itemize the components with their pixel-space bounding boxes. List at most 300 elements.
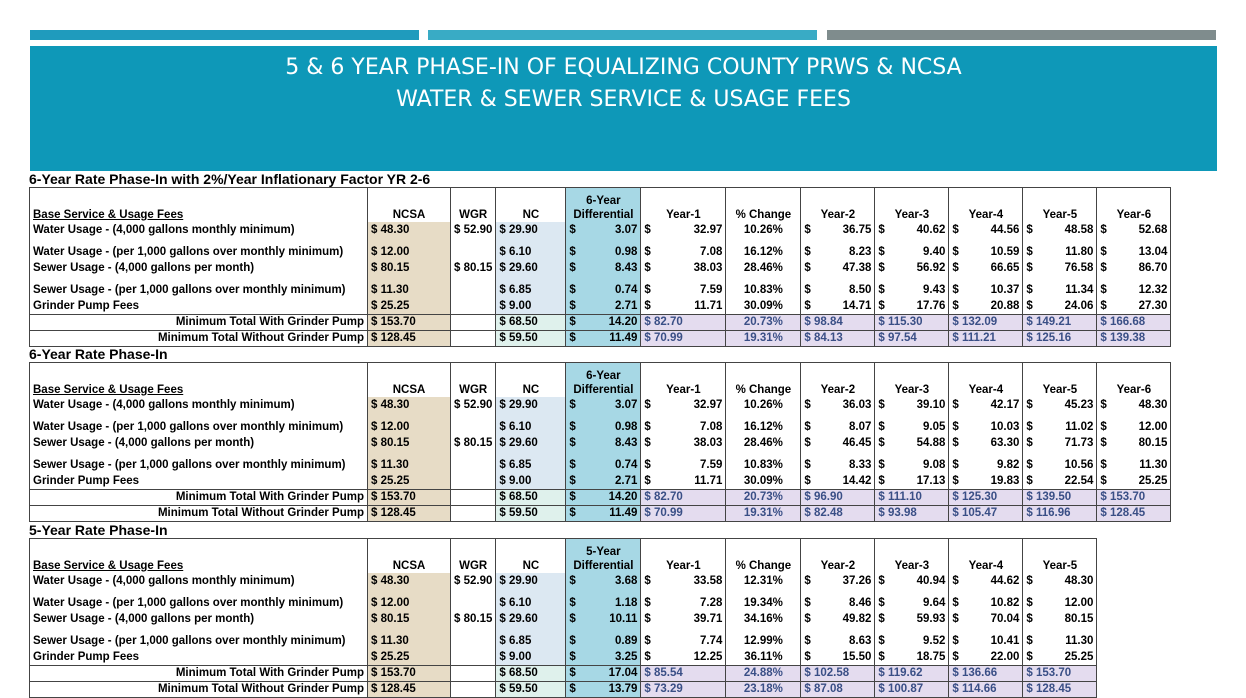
year-2-value-cell bbox=[801, 260, 875, 276]
year-3-value-cell bbox=[875, 413, 949, 435]
total-year-5-value: $ 125.16 bbox=[1023, 331, 1097, 347]
year-3-value-cell bbox=[875, 435, 949, 451]
pct-change-value: 10.83% bbox=[726, 451, 801, 473]
pct-change-value: 34.16% bbox=[726, 611, 801, 627]
year-3-value: 56.92 bbox=[916, 262, 946, 274]
year-5-value-cell bbox=[1023, 589, 1097, 611]
year-3-value: 9.64 bbox=[922, 597, 946, 609]
dollar-sign: $ bbox=[1100, 246, 1107, 258]
year-5-value: 10.56 bbox=[1064, 459, 1094, 471]
pct-change-value: 16.12% bbox=[726, 413, 801, 435]
total-row bbox=[30, 682, 1097, 698]
year-1-value-cell bbox=[641, 276, 726, 298]
ncsa-value: $ 25.25 bbox=[368, 649, 451, 666]
dollar-sign: $ bbox=[644, 459, 651, 471]
year-1-value: 7.59 bbox=[699, 284, 723, 296]
year-4-value-cell bbox=[949, 276, 1023, 298]
row-label: Sewer Usage - (per 1,000 gallons over monthly minimum) bbox=[30, 451, 368, 473]
dollar-sign: $ bbox=[569, 651, 576, 663]
pct-change-value: 36.11% bbox=[726, 649, 801, 666]
section-title: 6-Year Rate Phase-In bbox=[29, 346, 168, 362]
year-2-value-cell bbox=[801, 573, 875, 589]
total-year-3-value: $ 119.62 bbox=[875, 666, 949, 682]
year-2-value-cell bbox=[801, 238, 875, 260]
differential-value-cell bbox=[566, 298, 641, 315]
dollar-sign: $ bbox=[878, 575, 885, 587]
ncsa-value: $ 48.30 bbox=[368, 397, 451, 413]
wgr-value bbox=[451, 238, 496, 260]
total-differential-value-cell bbox=[566, 666, 641, 682]
total-label: Minimum Total Without Grinder Pump bbox=[30, 682, 368, 698]
year-4-value: 42.17 bbox=[990, 399, 1020, 411]
year-1-value-cell bbox=[641, 451, 726, 473]
total-differential-value: 17.04 bbox=[608, 667, 638, 679]
dollar-sign: $ bbox=[569, 284, 576, 296]
header-diff-top: 5-Year bbox=[586, 546, 621, 558]
header-nc: NC bbox=[496, 188, 566, 223]
year-6-value-cell bbox=[1097, 238, 1171, 260]
dollar-sign: $ bbox=[804, 262, 811, 274]
total-ncsa-value: $ 128.45 bbox=[368, 331, 451, 347]
nc-value: $ 6.10 bbox=[496, 589, 566, 611]
year-2-value: 8.07 bbox=[848, 421, 872, 433]
year-4-value-cell bbox=[949, 397, 1023, 413]
total-year-4-value: $ 125.30 bbox=[949, 490, 1023, 506]
total-differential-value: 14.20 bbox=[608, 316, 638, 328]
year-1-value: 33.58 bbox=[693, 575, 723, 587]
differential-value: 0.74 bbox=[614, 459, 638, 471]
dollar-sign: $ bbox=[952, 575, 959, 587]
year-4-value: 20.88 bbox=[990, 300, 1020, 312]
nc-value: $ 6.85 bbox=[496, 451, 566, 473]
nc-value: $ 6.85 bbox=[496, 276, 566, 298]
dollar-sign: $ bbox=[569, 332, 576, 344]
pct-change-value: 19.34% bbox=[726, 589, 801, 611]
dollar-sign: $ bbox=[1100, 421, 1107, 433]
dollar-sign: $ bbox=[569, 300, 576, 312]
year-6-value: 27.30 bbox=[1138, 300, 1168, 312]
dollar-sign: $ bbox=[878, 224, 885, 236]
year-1-value: 12.25 bbox=[693, 651, 723, 663]
accent-bar-left bbox=[30, 30, 419, 40]
total-row bbox=[30, 331, 1171, 347]
year-5-value: 22.54 bbox=[1064, 475, 1094, 487]
header-year-1: Year-1 bbox=[641, 188, 726, 223]
dollar-sign: $ bbox=[644, 437, 651, 449]
dollar-sign: $ bbox=[1026, 399, 1033, 411]
total-nc-value: $ 59.50 bbox=[496, 506, 566, 522]
pct-change-value: 28.46% bbox=[726, 260, 801, 276]
dollar-sign: $ bbox=[952, 421, 959, 433]
header-year-6: Year-6 bbox=[1097, 188, 1171, 223]
header-diff-bottom: Differential bbox=[573, 560, 634, 572]
year-4-value: 10.41 bbox=[990, 635, 1020, 647]
total-nc-value: $ 68.50 bbox=[496, 315, 566, 331]
header-year-3: Year-3 bbox=[875, 188, 949, 223]
pct-change-value: 16.12% bbox=[726, 238, 801, 260]
section-title: 5-Year Rate Phase-In bbox=[29, 522, 168, 538]
title-banner bbox=[30, 46, 1217, 171]
header-nc: NC bbox=[496, 363, 566, 398]
total-pct-change-value: 19.31% bbox=[726, 331, 801, 347]
header-year-3: Year-3 bbox=[875, 539, 949, 574]
year-5-value: 71.73 bbox=[1064, 437, 1094, 449]
table-row bbox=[30, 649, 1097, 666]
dollar-sign: $ bbox=[569, 613, 576, 625]
wgr-value: $ 52.90 bbox=[451, 222, 496, 238]
table-row bbox=[30, 611, 1097, 627]
dollar-sign: $ bbox=[1026, 300, 1033, 312]
year-5-value: 45.23 bbox=[1064, 399, 1094, 411]
nc-value: $ 29.90 bbox=[496, 222, 566, 238]
dollar-sign: $ bbox=[804, 224, 811, 236]
header-label: Base Service & Usage Fees bbox=[30, 363, 368, 398]
differential-value: 2.71 bbox=[614, 475, 638, 487]
year-2-value-cell bbox=[801, 589, 875, 611]
year-3-value: 54.88 bbox=[916, 437, 946, 449]
dollar-sign: $ bbox=[952, 475, 959, 487]
year-6-value: 12.00 bbox=[1138, 421, 1168, 433]
total-wgr-empty bbox=[451, 506, 496, 522]
dollar-sign: $ bbox=[569, 575, 576, 587]
total-ncsa-value: $ 153.70 bbox=[368, 666, 451, 682]
year-1-value: 7.08 bbox=[699, 246, 723, 258]
table-row bbox=[30, 397, 1171, 413]
pct-change-value: 10.26% bbox=[726, 222, 801, 238]
dollar-sign: $ bbox=[878, 475, 885, 487]
year-2-value: 49.82 bbox=[842, 613, 872, 625]
dollar-sign: $ bbox=[952, 651, 959, 663]
total-label: Minimum Total Without Grinder Pump bbox=[30, 331, 368, 347]
year-4-value: 10.59 bbox=[990, 246, 1020, 258]
total-pct-change-value: 23.18% bbox=[726, 682, 801, 698]
year-2-value-cell bbox=[801, 627, 875, 649]
total-label: Minimum Total With Grinder Pump bbox=[30, 315, 368, 331]
dollar-sign: $ bbox=[804, 575, 811, 587]
dollar-sign: $ bbox=[1026, 635, 1033, 647]
year-1-value: 7.74 bbox=[699, 635, 723, 647]
dollar-sign: $ bbox=[952, 437, 959, 449]
year-3-value: 40.94 bbox=[916, 575, 946, 587]
dollar-sign: $ bbox=[804, 635, 811, 647]
total-year-3-value: $ 100.87 bbox=[875, 682, 949, 698]
ncsa-value: $ 80.15 bbox=[368, 611, 451, 627]
year-4-value-cell bbox=[949, 222, 1023, 238]
dollar-sign: $ bbox=[1026, 651, 1033, 663]
header-differential bbox=[566, 188, 641, 223]
total-row bbox=[30, 506, 1171, 522]
year-2-value-cell bbox=[801, 222, 875, 238]
row-label: Grinder Pump Fees bbox=[30, 649, 368, 666]
total-differential-value-cell bbox=[566, 331, 641, 347]
pct-change-value: 30.09% bbox=[726, 473, 801, 490]
dollar-sign: $ bbox=[878, 597, 885, 609]
year-5-value-cell bbox=[1023, 573, 1097, 589]
dollar-sign: $ bbox=[644, 421, 651, 433]
year-2-value: 14.42 bbox=[842, 475, 872, 487]
ncsa-value: $ 11.30 bbox=[368, 276, 451, 298]
pct-change-value: 12.31% bbox=[726, 573, 801, 589]
section-title: 6-Year Rate Phase-In with 2%/Year Inflationary Factor YR 2-6 bbox=[29, 171, 431, 187]
year-4-value-cell bbox=[949, 649, 1023, 666]
total-nc-value: $ 59.50 bbox=[496, 682, 566, 698]
dollar-sign: $ bbox=[569, 224, 576, 236]
header-pct-change: % Change bbox=[726, 539, 801, 574]
differential-value: 3.68 bbox=[614, 575, 638, 587]
dollar-sign: $ bbox=[804, 651, 811, 663]
ncsa-value: $ 80.15 bbox=[368, 260, 451, 276]
accent-bar-middle bbox=[428, 30, 817, 40]
year-5-value-cell bbox=[1023, 260, 1097, 276]
differential-value-cell bbox=[566, 435, 641, 451]
row-label: Grinder Pump Fees bbox=[30, 473, 368, 490]
year-1-value: 11.71 bbox=[694, 300, 723, 312]
ncsa-value: $ 12.00 bbox=[368, 589, 451, 611]
year-6-value-cell bbox=[1097, 397, 1171, 413]
year-1-value: 32.97 bbox=[693, 399, 723, 411]
header-year-6: Year-6 bbox=[1097, 363, 1171, 398]
total-wgr-empty bbox=[451, 682, 496, 698]
nc-value: $ 29.60 bbox=[496, 260, 566, 276]
rate-table bbox=[29, 538, 1097, 698]
year-5-value: 11.80 bbox=[1065, 246, 1094, 258]
year-3-value: 18.75 bbox=[916, 651, 946, 663]
wgr-value bbox=[451, 473, 496, 490]
differential-value-cell bbox=[566, 573, 641, 589]
dollar-sign: $ bbox=[569, 475, 576, 487]
differential-value: 8.43 bbox=[614, 262, 638, 274]
dollar-sign: $ bbox=[569, 399, 576, 411]
ncsa-value: $ 48.30 bbox=[368, 573, 451, 589]
nc-value: $ 9.00 bbox=[496, 298, 566, 315]
total-year-6-value: $ 166.68 bbox=[1097, 315, 1171, 331]
differential-value-cell bbox=[566, 611, 641, 627]
total-wgr-empty bbox=[451, 490, 496, 506]
dollar-sign: $ bbox=[644, 284, 651, 296]
year-3-value-cell bbox=[875, 397, 949, 413]
header-year-5: Year-5 bbox=[1023, 539, 1097, 574]
dollar-sign: $ bbox=[569, 597, 576, 609]
dollar-sign: $ bbox=[644, 399, 651, 411]
year-6-value: 11.30 bbox=[1139, 459, 1168, 471]
year-2-value: 8.23 bbox=[848, 246, 872, 258]
year-3-value-cell bbox=[875, 649, 949, 666]
row-label: Grinder Pump Fees bbox=[30, 298, 368, 315]
table-row bbox=[30, 260, 1171, 276]
total-year-5-value: $ 149.21 bbox=[1023, 315, 1097, 331]
dollar-sign: $ bbox=[569, 683, 576, 695]
year-2-value: 15.50 bbox=[842, 651, 872, 663]
year-4-value-cell bbox=[949, 611, 1023, 627]
dollar-sign: $ bbox=[1100, 459, 1107, 471]
dollar-sign: $ bbox=[1100, 300, 1107, 312]
total-nc-value: $ 59.50 bbox=[496, 331, 566, 347]
total-nc-value: $ 68.50 bbox=[496, 666, 566, 682]
table-row bbox=[30, 435, 1171, 451]
dollar-sign: $ bbox=[569, 667, 576, 679]
dollar-sign: $ bbox=[804, 300, 811, 312]
total-ncsa-value: $ 153.70 bbox=[368, 315, 451, 331]
header-diff-bottom: Differential bbox=[573, 384, 634, 396]
year-3-value-cell bbox=[875, 611, 949, 627]
total-year-4-value: $ 132.09 bbox=[949, 315, 1023, 331]
total-year-6-value: $ 128.45 bbox=[1097, 506, 1171, 522]
row-label: Sewer Usage - (4,000 gallons per month) bbox=[30, 611, 368, 627]
table-row bbox=[30, 222, 1171, 238]
header-differential bbox=[566, 363, 641, 398]
dollar-sign: $ bbox=[644, 597, 651, 609]
dollar-sign: $ bbox=[804, 421, 811, 433]
dollar-sign: $ bbox=[569, 246, 576, 258]
total-row bbox=[30, 666, 1097, 682]
ncsa-value: $ 25.25 bbox=[368, 298, 451, 315]
table-header-row bbox=[30, 188, 1171, 223]
year-2-value: 36.75 bbox=[842, 224, 872, 236]
year-1-value: 7.08 bbox=[699, 421, 723, 433]
year-3-value: 9.52 bbox=[922, 635, 946, 647]
dollar-sign: $ bbox=[878, 399, 885, 411]
year-5-value: 80.15 bbox=[1064, 613, 1094, 625]
total-wgr-empty bbox=[451, 331, 496, 347]
total-pct-change-value: 20.73% bbox=[726, 315, 801, 331]
row-label: Water Usage - (per 1,000 gallons over monthly minimum) bbox=[30, 238, 368, 260]
dollar-sign: $ bbox=[1100, 437, 1107, 449]
year-6-value: 13.04 bbox=[1138, 246, 1168, 258]
wgr-value: $ 80.15 bbox=[451, 260, 496, 276]
header-differential bbox=[566, 539, 641, 574]
year-6-value-cell bbox=[1097, 222, 1171, 238]
dollar-sign: $ bbox=[878, 651, 885, 663]
year-3-value-cell bbox=[875, 222, 949, 238]
row-label: Water Usage - (4,000 gallons monthly minimum) bbox=[30, 573, 368, 589]
year-3-value-cell bbox=[875, 260, 949, 276]
wgr-value: $ 80.15 bbox=[451, 611, 496, 627]
ncsa-value: $ 80.15 bbox=[368, 435, 451, 451]
ncsa-value: $ 12.00 bbox=[368, 238, 451, 260]
total-year-5-value: $ 128.45 bbox=[1023, 682, 1097, 698]
header-pct-change: % Change bbox=[726, 188, 801, 223]
year-3-value: 59.93 bbox=[916, 613, 946, 625]
total-year-1-value: $ 85.54 bbox=[641, 666, 726, 682]
dollar-sign: $ bbox=[878, 635, 885, 647]
ncsa-value: $ 12.00 bbox=[368, 413, 451, 435]
year-1-value: 39.71 bbox=[693, 613, 723, 625]
differential-value-cell bbox=[566, 238, 641, 260]
dollar-sign: $ bbox=[644, 300, 651, 312]
year-5-value-cell bbox=[1023, 649, 1097, 666]
year-3-value-cell bbox=[875, 238, 949, 260]
year-5-value-cell bbox=[1023, 222, 1097, 238]
ncsa-value: $ 25.25 bbox=[368, 473, 451, 490]
dollar-sign: $ bbox=[952, 300, 959, 312]
year-3-value: 17.76 bbox=[916, 300, 946, 312]
dollar-sign: $ bbox=[952, 262, 959, 274]
year-2-value-cell bbox=[801, 413, 875, 435]
header-year-1: Year-1 bbox=[641, 539, 726, 574]
year-6-value-cell bbox=[1097, 451, 1171, 473]
dollar-sign: $ bbox=[878, 246, 885, 258]
table-header-row bbox=[30, 539, 1097, 574]
dollar-sign: $ bbox=[569, 262, 576, 274]
differential-value-cell bbox=[566, 451, 641, 473]
dollar-sign: $ bbox=[878, 459, 885, 471]
title-line-2: WATER & SEWER SERVICE & USAGE FEES bbox=[396, 87, 851, 112]
year-5-value-cell bbox=[1023, 627, 1097, 649]
year-4-value-cell bbox=[949, 260, 1023, 276]
total-differential-value-cell bbox=[566, 682, 641, 698]
wgr-value bbox=[451, 298, 496, 315]
year-3-value-cell bbox=[875, 589, 949, 611]
dollar-sign: $ bbox=[1026, 475, 1033, 487]
year-5-value: 24.06 bbox=[1064, 300, 1094, 312]
pct-change-value: 10.26% bbox=[726, 397, 801, 413]
row-label: Water Usage - (per 1,000 gallons over monthly minimum) bbox=[30, 589, 368, 611]
year-3-value: 40.62 bbox=[916, 224, 946, 236]
year-1-value: 7.28 bbox=[699, 597, 723, 609]
year-4-value-cell bbox=[949, 473, 1023, 490]
accent-bar-right bbox=[827, 30, 1216, 40]
rate-table bbox=[29, 187, 1171, 347]
year-5-value-cell bbox=[1023, 473, 1097, 490]
dollar-sign: $ bbox=[1026, 597, 1033, 609]
nc-value: $ 9.00 bbox=[496, 649, 566, 666]
total-year-2-value: $ 82.48 bbox=[801, 506, 875, 522]
dollar-sign: $ bbox=[644, 613, 651, 625]
nc-value: $ 29.60 bbox=[496, 611, 566, 627]
year-6-value: 86.70 bbox=[1138, 262, 1168, 274]
wgr-value: $ 52.90 bbox=[451, 573, 496, 589]
dollar-sign: $ bbox=[952, 399, 959, 411]
dollar-sign: $ bbox=[1026, 613, 1033, 625]
table-row bbox=[30, 413, 1171, 435]
year-2-value: 8.50 bbox=[848, 284, 872, 296]
year-3-value-cell bbox=[875, 627, 949, 649]
row-label: Sewer Usage - (4,000 gallons per month) bbox=[30, 260, 368, 276]
header-label: Base Service & Usage Fees bbox=[30, 188, 368, 223]
header-year-2: Year-2 bbox=[801, 363, 875, 398]
pct-change-value: 28.46% bbox=[726, 435, 801, 451]
wgr-value bbox=[451, 649, 496, 666]
dollar-sign: $ bbox=[644, 575, 651, 587]
header-wgr: WGR bbox=[451, 188, 496, 223]
dollar-sign: $ bbox=[569, 316, 576, 328]
dollar-sign: $ bbox=[644, 635, 651, 647]
header-year-3: Year-3 bbox=[875, 363, 949, 398]
year-5-value: 25.25 bbox=[1064, 651, 1094, 663]
dollar-sign: $ bbox=[644, 224, 651, 236]
year-3-value-cell bbox=[875, 298, 949, 315]
year-5-value-cell bbox=[1023, 435, 1097, 451]
total-row bbox=[30, 315, 1171, 331]
year-2-value-cell bbox=[801, 649, 875, 666]
year-4-value: 63.30 bbox=[990, 437, 1020, 449]
year-2-value: 8.33 bbox=[848, 459, 872, 471]
year-1-value-cell bbox=[641, 649, 726, 666]
year-5-value: 11.34 bbox=[1065, 284, 1094, 296]
year-6-value: 48.30 bbox=[1138, 399, 1168, 411]
row-label: Water Usage - (4,000 gallons monthly minimum) bbox=[30, 222, 368, 238]
dollar-sign: $ bbox=[804, 284, 811, 296]
nc-value: $ 29.90 bbox=[496, 573, 566, 589]
dollar-sign: $ bbox=[569, 507, 576, 519]
year-1-value: 38.03 bbox=[693, 262, 723, 274]
dollar-sign: $ bbox=[878, 437, 885, 449]
total-year-1-value: $ 70.99 bbox=[641, 331, 726, 347]
differential-value: 2.71 bbox=[614, 300, 638, 312]
total-differential-value-cell bbox=[566, 506, 641, 522]
year-4-value: 10.82 bbox=[990, 597, 1020, 609]
year-3-value: 9.05 bbox=[922, 421, 946, 433]
